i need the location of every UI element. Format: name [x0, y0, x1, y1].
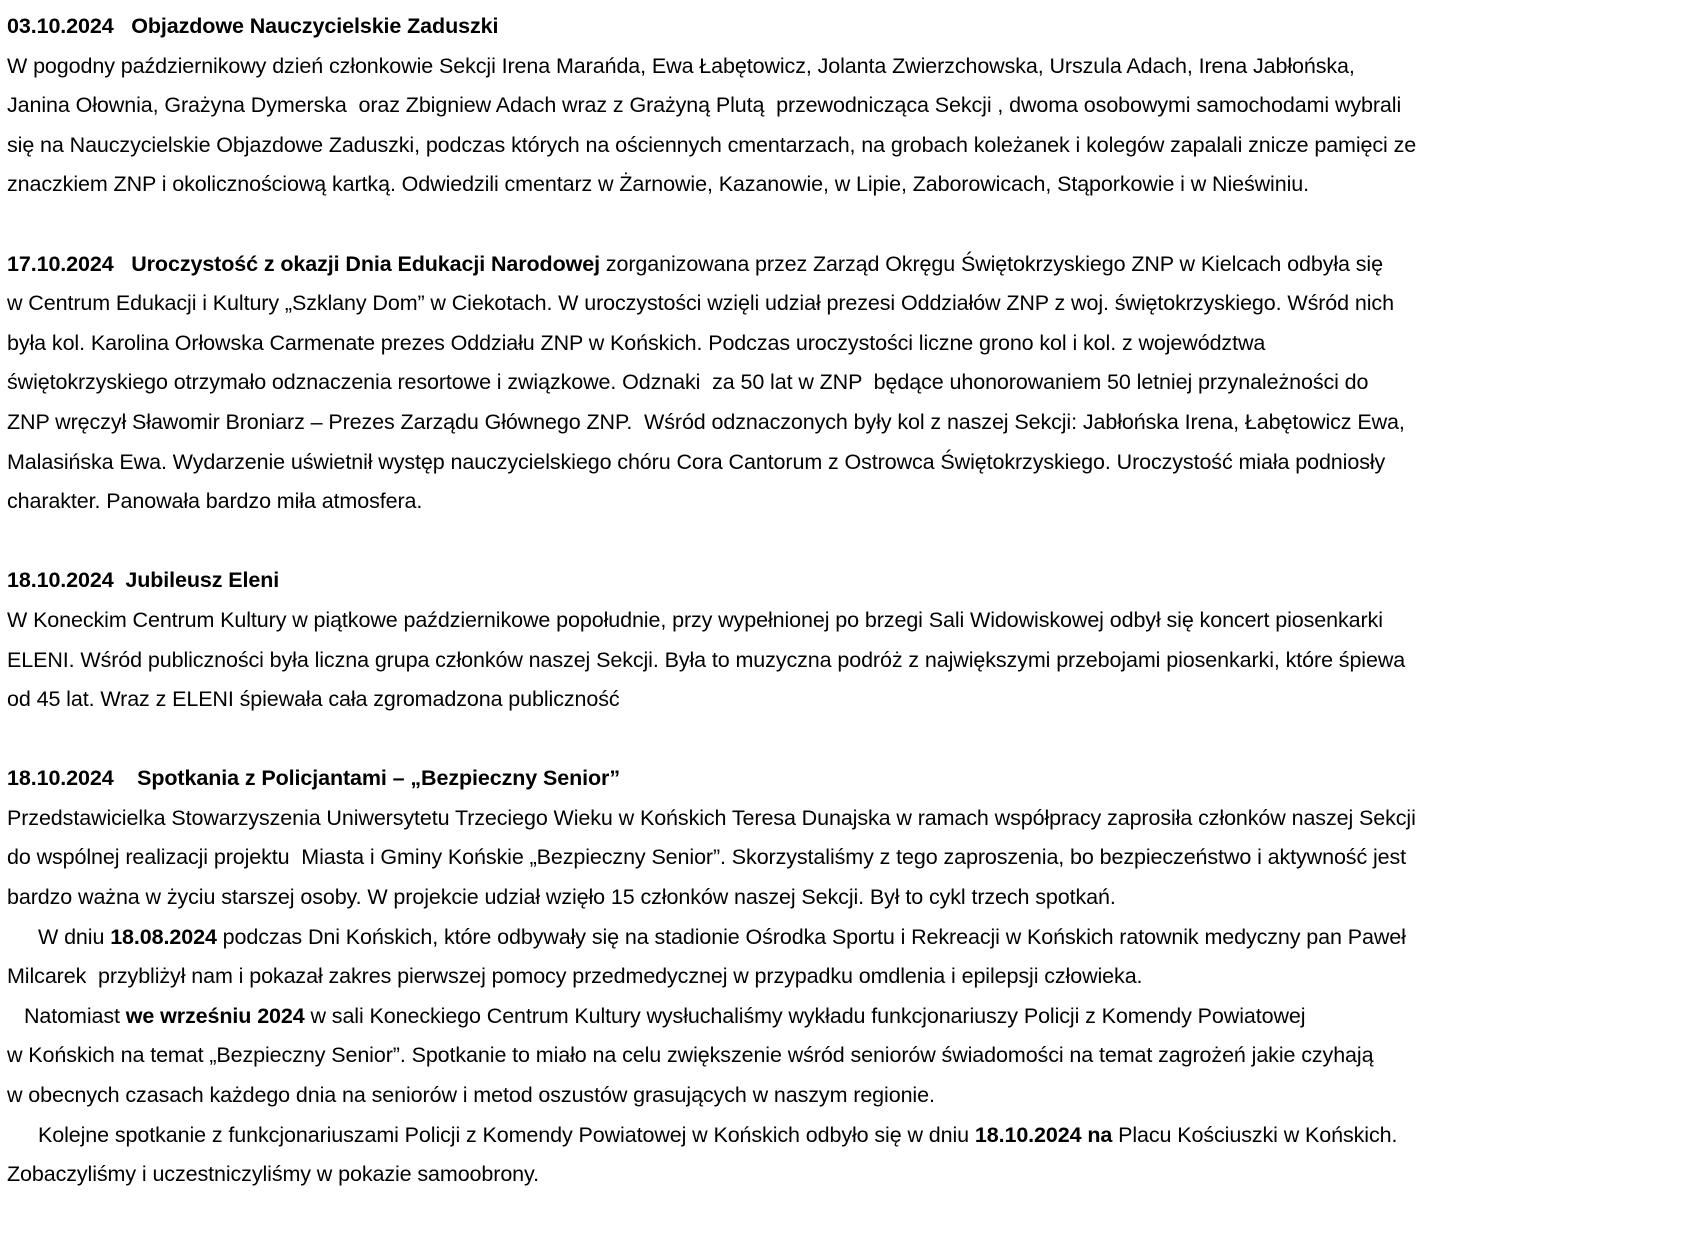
section-heading — [7, 245, 1682, 285]
text-run: w sali Koneckiego Centrum Kultury wysłuchaliśmy wykładu funkcjonariuszy Policji z Komendy Powiatowej — [304, 1003, 1306, 1028]
paragraph-line: W Koneckim Centrum Kultury w piątkowe październikowe popołudnie, przy wypełnionej po brzegi Sali Widowiskowej odbył się koncert piosenkarki — [7, 607, 1383, 632]
paragraph-line: Zobaczyliśmy i uczestniczyliśmy w pokazie samoobrony. — [7, 1162, 539, 1187]
section-title: Uroczystość z okazji Dnia Edukacji Narodowej — [131, 251, 600, 276]
paragraph-line: Milcarek przybliżył nam i pokazał zakres pierwszej pomocy przedmedycznej w przypadku omdlenia i epilepsji człowieka. — [7, 964, 1143, 989]
document-page — [7, 7, 1682, 1234]
text-run: W dniu — [38, 924, 111, 949]
section-bezpieczny-senior — [7, 759, 1682, 1195]
section-heading — [7, 7, 1682, 47]
section-heading — [7, 561, 1682, 601]
paragraph-line: bardzo ważna w życiu starszej osoby. W projekcie udział wzięło 15 członków naszej Sekcji. Był to cykl trzech spotkań. — [7, 885, 1116, 910]
section-date: 18.10.2024 — [7, 766, 114, 791]
paragraph-line: W pogodny październikowy dzień członkowie Sekcji Irena Marańda, Ewa Łabętowicz, Jolanta Zwierzchowska, Urszula Adach, Irena Jabłońska, — [7, 53, 1355, 78]
section-title-tail: zorganizowana przez Zarząd Okręgu Świętokrzyskiego ZNP w Kielcach odbyła się — [599, 251, 1383, 276]
paragraph-line: charakter. Panowała bardzo miła atmosfera. — [7, 489, 423, 514]
paragraph-line: znaczkiem ZNP i okolicznościową kartką. Odwiedzili cmentarz w Żarnowie, Kazanowie, w Lipie, Zaborowicach, Stąporkowie i w Nieświniu. — [7, 172, 1309, 197]
paragraph-line: Malasińska Ewa. Wydarzenie uświetnił występ nauczycielskiego chóru Cora Cantorum z Ostrowca Świętokrzyskiego. Uroczystość miała podniosły — [7, 449, 1386, 474]
bold-date: 18.10.2024 na — [974, 1122, 1113, 1147]
paragraph-line: od 45 lat. Wraz z ELENI śpiewała cała zgromadzona publiczność — [7, 687, 620, 712]
paragraph-line — [7, 918, 1682, 958]
section-zaduszki — [7, 7, 1682, 205]
section-title: Spotkania z Policjantami – „Bezpieczny Senior” — [137, 766, 620, 791]
paragraph-line: Przedstawicielka Stowarzyszenia Uniwersytetu Trzeciego Wieku w Końskich Teresa Dunajska w ramach współpracy zaprosiła członków naszej Sekcji — [7, 805, 1416, 830]
paragraph-line — [7, 997, 1682, 1037]
paragraph-line: świętokrzyskiego otrzymało odznaczenia resortowe i związkowe. Odznaki za 50 lat w ZNP będące uhonorowaniem 50 letniej przynależności do — [7, 370, 1369, 395]
paragraph-line — [7, 1116, 1682, 1156]
section-heading — [7, 759, 1682, 799]
paragraph-line: się na Nauczycielskie Objazdowe Zaduszki, podczas których na ościennych cmentarzach, na grobach koleżanek i kolegów zapalali znicze pamięci ze — [7, 132, 1417, 157]
section-date: 03.10.2024 — [7, 14, 114, 38]
section-title: Objazdowe Nauczycielskie Zaduszki — [131, 14, 499, 38]
section-date: 17.10.2024 — [7, 251, 114, 276]
section-eleni — [7, 561, 1682, 719]
section-date: 18.10.2024 — [7, 568, 114, 593]
text-run: Placu Kościuszki w Końskich. — [1112, 1122, 1398, 1147]
paragraph-line: ELENI. Wśród publiczności była liczna grupa członków naszej Sekcji. Była to muzyczna podróż z największymi przebojami piosenkarki, które śpiewa — [7, 647, 1406, 672]
section-title: Jubileusz Eleni — [125, 568, 280, 593]
paragraph-line: w Końskich na temat „Bezpieczny Senior”. Spotkanie to miało na celu zwiększenie wśród seniorów świadomości na temat zagrożeń jakie czyhają — [7, 1043, 1374, 1068]
text-run: podczas Dni Końskich, które odbywały się na stadionie Ośrodka Sportu i Rekreacji w Końskich ratownik medyczny pan Paweł — [216, 924, 1406, 949]
paragraph-line: Janina Ołownia, Grażyna Dymerska oraz Zbigniew Adach wraz z Grażyną Plutą przewodnicząca Sekcji , dwoma osobowymi samochodami wybrali — [7, 93, 1402, 118]
paragraph-line: ZNP wręczył Sławomir Broniarz – Prezes Zarządu Głównego ZNP. Wśród odznaczonych były kol z naszej Sekcji: Jabłońska Irena, Łabętowicz Ewa, — [7, 409, 1405, 434]
text-run: Natomiast — [24, 1003, 126, 1028]
paragraph-line: w Centrum Edukacji i Kultury „Szklany Dom” w Ciekotach. W uroczystości wzięli udział prezesi Oddziałów ZNP z woj. świętokrzyskiego. Wśród nich — [7, 291, 1394, 316]
section-den — [7, 245, 1682, 522]
bold-date: 18.08.2024 — [110, 924, 217, 949]
paragraph-line: w obecnych czasach każdego dnia na seniorów i metod oszustów grasujących w naszym regionie. — [7, 1083, 935, 1108]
paragraph-line: była kol. Karolina Orłowska Carmenate prezes Oddziału ZNP w Końskich. Podczas uroczystości liczne grono kol i kol. z województwa — [7, 330, 1266, 355]
text-run: Kolejne spotkanie z funkcjonariuszami Policji z Komendy Powiatowej w Końskich odbyło się w dniu — [38, 1122, 975, 1147]
paragraph-line: do wspólnej realizacji projektu Miasta i Gminy Końskie „Bezpieczny Senior”. Skorzystaliśmy z tego zaproszenia, bo bezpieczeństwo i aktywność jest — [7, 845, 1407, 870]
bold-date: we wrześniu 2024 — [125, 1003, 305, 1028]
